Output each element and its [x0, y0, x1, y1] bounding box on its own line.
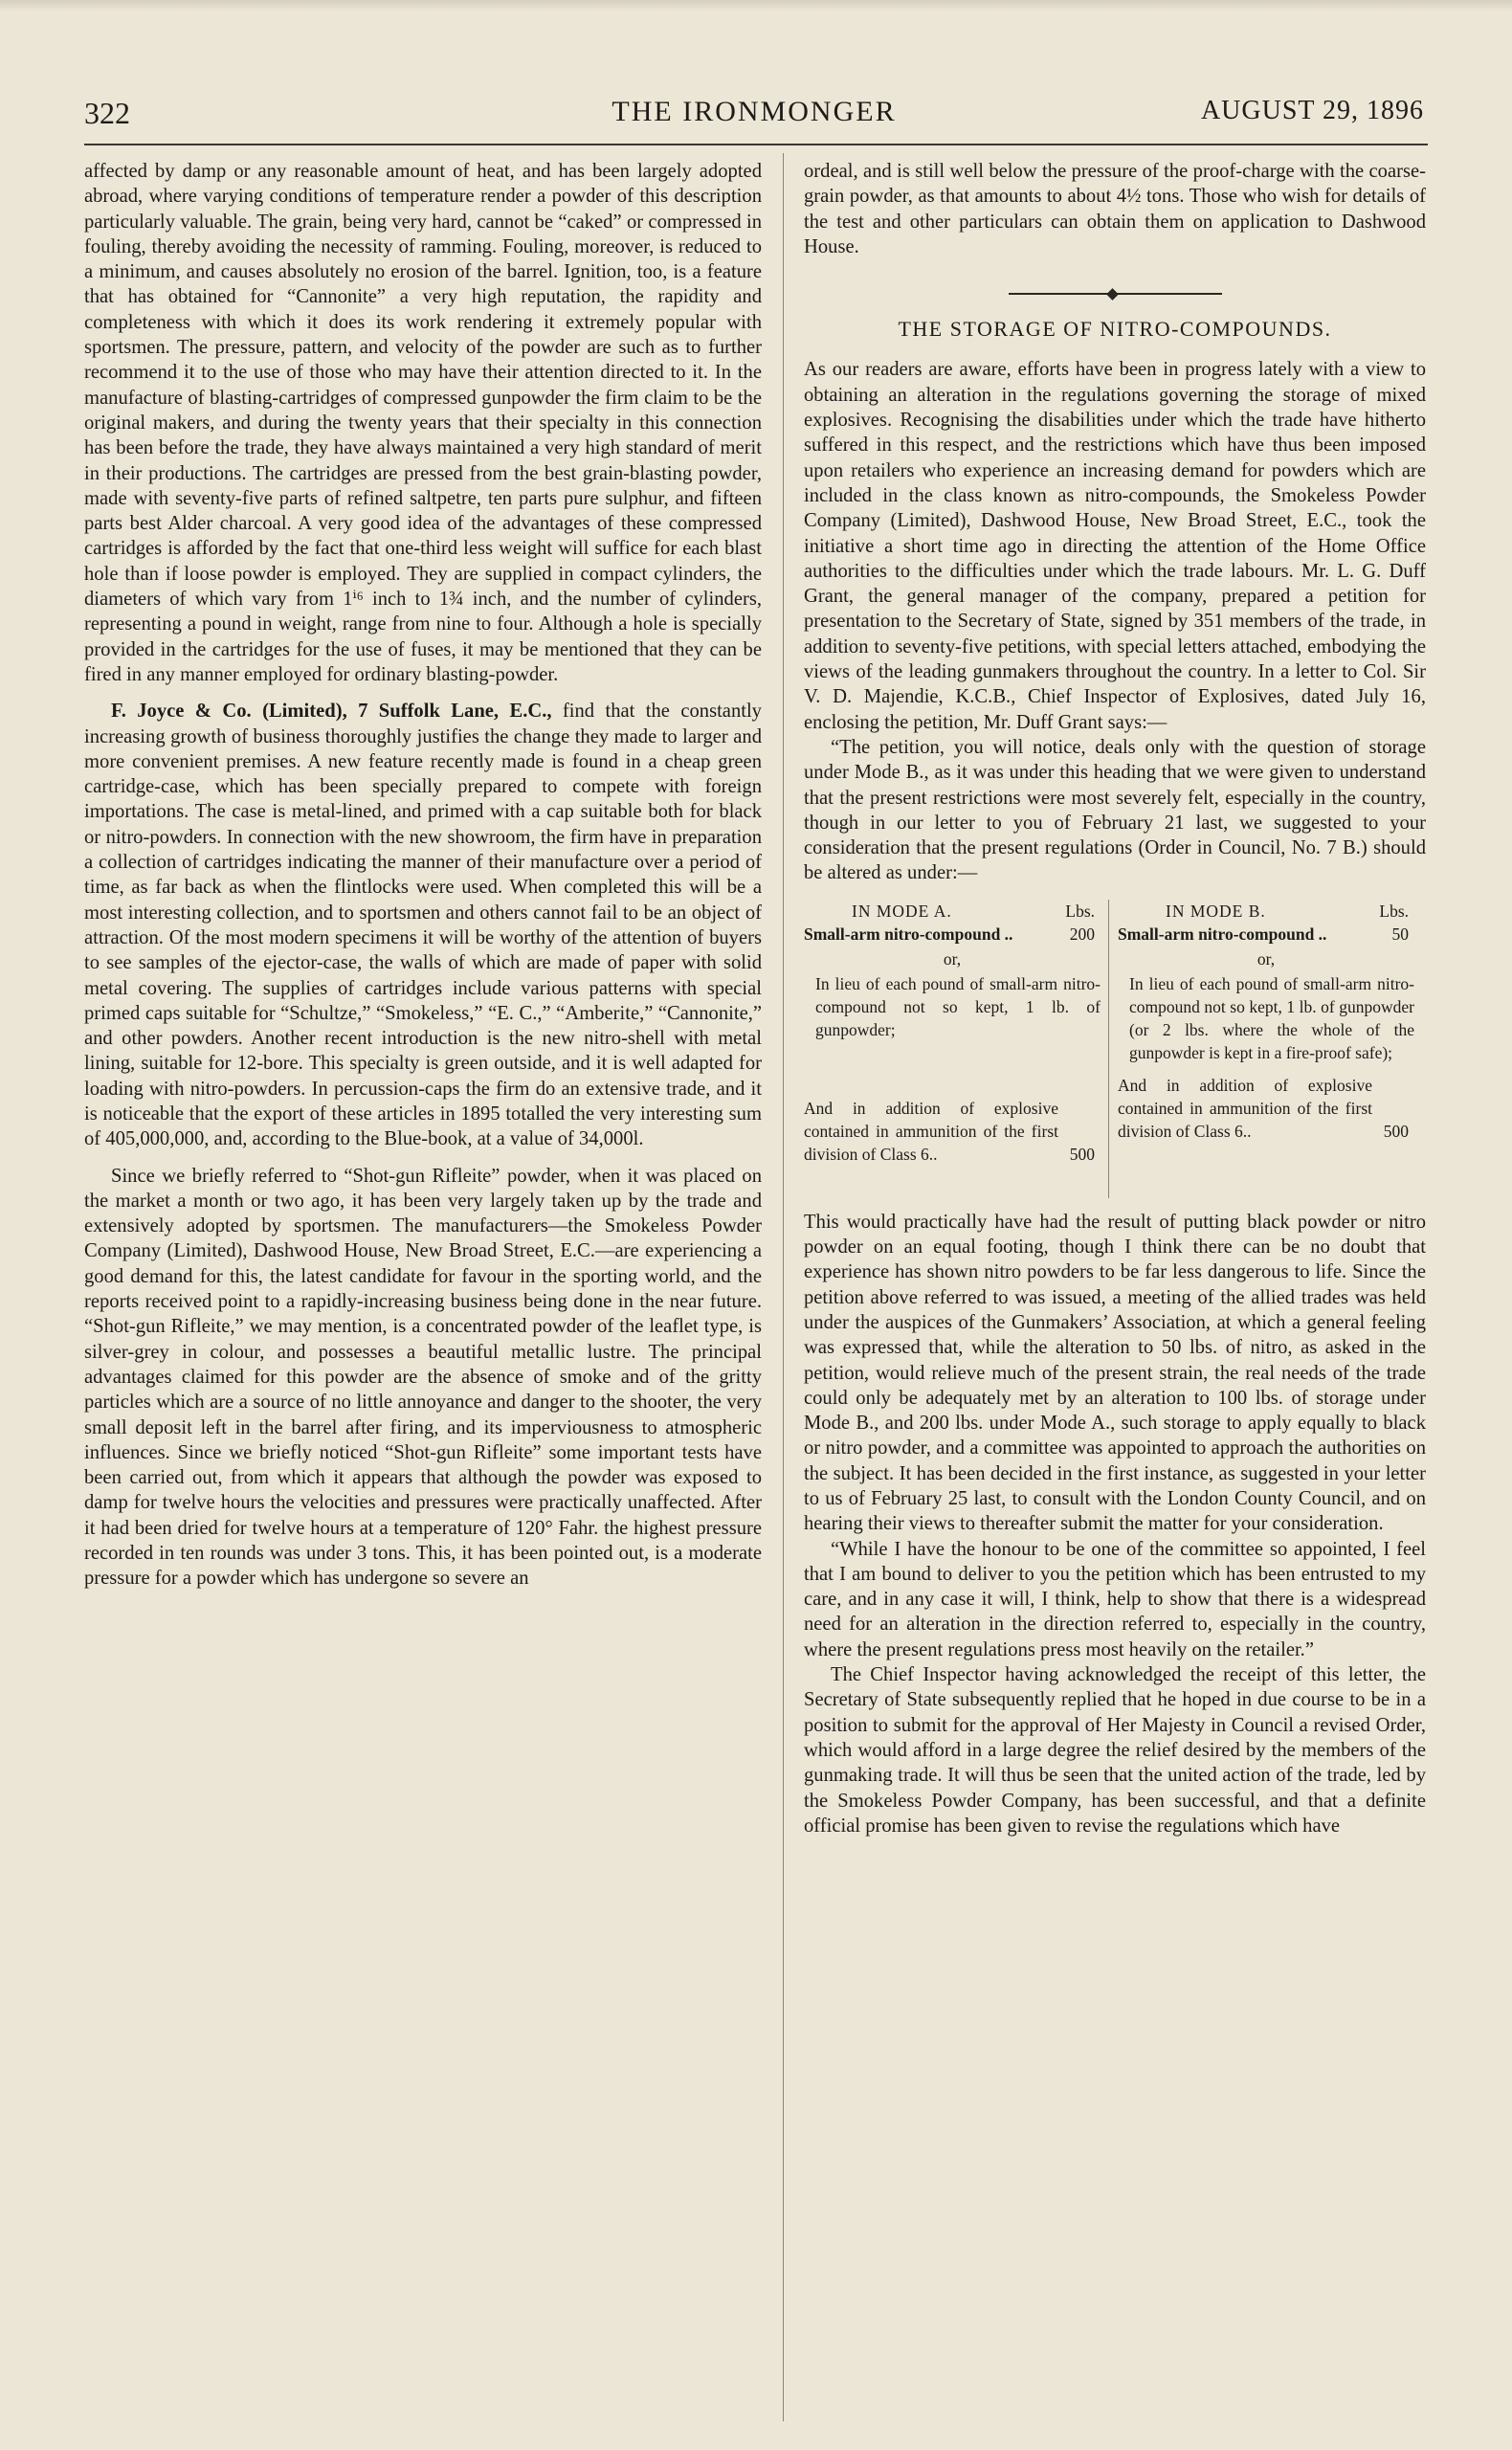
joyce-lead: F. Joyce & Co. (Limited), 7 Suffolk Lane, E.C., [111, 701, 552, 723]
article-title: THE STORAGE OF NITRO-COMPOUNDS. [898, 317, 1332, 342]
paragraph-equal-footing: This would practically have had the result of putting black powder or nitro powder on an equal footing, though I think there can be no doubt that experience has shown nitro powders to be far less dangerous to life. Since the petition above referred to was issued, a meeting of the allied trades was held under the auspices of the Gunmakers’ Association, at which a general feeling was expressed that, while the alteration to 50 lbs. of nitro, as asked in the petition, would relieve much of the present strain, the real needs of the trade could only be adequately met by an alteration to 100 lbs. of storage under Mode B., and 200 lbs. under Mode A., such storage to apply equally to black or nitro powder, and a committee was appointed to approach the authorities on the subject. It has been decided in the first instance, as suggested in your letter to us of February 25 last, to consult with the London County Council, and on hearing their views to thereafter submit the matter for your consideration. [804, 1211, 1426, 1535]
column-divider [783, 153, 784, 2421]
paragraph-petition-letter: “The petition, you will notice, deals only with the question of storage under Mode B., as it was under this heading that we were given to understand that the present restrictions were most severely felt, especially in the country, though in our letter to you of February 21 last, we suggested to your consideration that the present regulations (Order in Council, No. 7 B.) should be altered as under:— [804, 736, 1426, 884]
article-separator [804, 280, 1426, 300]
page-top-edge [0, 0, 1512, 11]
right-column [804, 159, 1426, 1838]
mode-a-addition-label: And in addition of explosive contained in ammunition of the first division of Class 6.. [804, 1098, 1058, 1164]
mode-b-addition [1118, 1074, 1414, 1143]
mode-a-addition-amount: 500 [1069, 1144, 1095, 1164]
mode-b-in-lieu: In lieu of each pound of small-arm nitro-compound not so kept, 1 lb. of gunpowder (or 2 lbs. where the whole of the gunpowder is kept in a fire-proof safe); [1129, 973, 1414, 1062]
schedule-divider [1108, 900, 1109, 1198]
joyce-body: find that the constantly increasing growth of business thoroughly justifies the change they made to larger and more convenient premises. A new feature recently made is found in a cheap green cartridge-case, which has been specially prepared to compete with foreign importations. The case is metal-lined, and primed with a cap suitable both for black or nitro-powders. In connection with the new showroom, the firm have in preparation a collection of cartridges indicating the manner of their manufacture over a period of time, as far back as when the flintlocks were used. When completed this will be a most interesting collection, and to sportsmen and others cannot fail to be an object of attraction. Of the most modern specimens it will be worthy of the attention of buyers to see samples of the ejector-case, the walls of which are made of paper with solid metal covering. The supplies of cartridges include various patterns with special primed caps suitable for “Schultze,” “Smokeless,” “E. C.,” “Amberite,” “Cannonite,” and other powders. Another recent introduction is the new nitro-shell with metal lining, suitable for 12-bore. This specialty is green outside, and it is well adapted for loading with nitro-powders. In percussion-caps the firm do an extensive trade, and it is noticeable that the export of these articles in 1895 totalled the very interesting sum of 405,000,000, and, according to the Blue-book, at a value of 34,000l. [84, 701, 762, 1150]
left-column [84, 159, 762, 1592]
mode-a-item1-label: Small-arm nitro-compound .. [804, 924, 1013, 944]
paragraph-cannonite: affected by damp or any reasonable amount of heat, and has been largely adopted abroad, where varying conditions of temperature render a powder of this description particularly valuable. The grain, being very hard, cannot be “caked” or compressed in fouling, thereby avoiding the necessity of ramming. Fouling, moreover, is reduced to a minimum, and causes absolutely no erosion of the barrel. Ignition, too, is a feature that has obtained for “Cannonite” a very high reputation, the rapidity and completeness with which it does its work rendering it extremely popular with sportsmen. The pressure, pattern, and velocity of the powder are such as to further recommend it to the use of those who may have their attention directed to it. In the manufacture of blasting-cartridges of compressed gunpowder the firm claim to be the original makers, and during the twenty years that their specialty in this connection has been before the trade, they have always maintained a very high standard of merit in their productions. The cartridges are pressed from the best grain-blasting powder, made with seventy-five parts of refined saltpetre, ten parts pure sulphur, and fifteen parts best Alder charcoal. A very good idea of the advantages of these compressed cartridges is afforded by the fact that one-third less weight will suffice for each blast hole than if loose powder is employed. They are supplied in compact cylinders, the diameters of which vary from 1ⁱ⁶ inch to 1¾ inch, and the number of cylinders, representing a pound in weight, range from nine to four. Although a hole is specially provided in the cartridges for the use of fuses, it may be mentioned that they can be fired in any manner employed for ordinary blasting-powder. [84, 161, 762, 685]
paragraph-rifleite: Since we briefly referred to “Shot-gun Rifleite” powder, when it was placed on the market a month or two ago, it has been very largely taken up by the trade and extensively adopted by sportsmen. The manufacturers—the Smokeless Powder Company (Limited), Dashwood House, New Broad Street, E.C.—are experiencing a good demand for this, the latest candidate for favour in the sporting world, and the reports received point to a rapidly-increasing business being done in the near future. “Shot-gun Rifleite,” we may mention, is a concentrated powder of the leaflet type, is silver-grey in colour, and possesses a beautiful metallic lustre. The principal advantages claimed for this powder are the absence of smoke and of the gritty particles which are a source of no little annoyance and danger to the shooter, the very small deposit left in the barrel after firing, and its imperviousness to atmospheric influences. Since we briefly noticed “Shot-gun Rifleite” some important tests have been carried out, from which it appears that although the powder was exposed to damp for twelve hours the velocities and pressures were practically unaffected. After it had been dried for twelve hours at a temperature of 120° Fahr. the highest pressure recorded in ten rounds was under 3 tons. This, it has been pointed out, is a moderate pressure for a powder which has undergone so severe an [84, 1165, 762, 1590]
storage-schedule-table [804, 900, 1426, 1200]
separator-line-left [1009, 293, 1114, 295]
mode-b-unit: Lbs. [1379, 901, 1409, 921]
mode-b-heading: IN MODE B. [1166, 901, 1266, 921]
mode-b-item1-label: Small-arm nitro-compound .. [1118, 924, 1327, 944]
paragraph-storage-intro: As our readers are aware, efforts have been in progress lately with a view to obtaining an alteration in the regulations governing the storage of mixed explosives. Recognising the disabilities under which the trade have hitherto suffered in this respect, and the restrictions which have thus been imposed upon retailers who experience an increasing demand for powders which are included in the class known as nitro-compounds, the Smokeless Powder Company (Limited), Dashwood House, New Broad Street, E.C., took the initiative a short time ago in directing the attention of the Home Office authorities to the difficulties under which the trade labours. Mr. L. G. Duff Grant, the general manager of the company, prepared a petition for presentation to the Secretary of State, signed by 351 members of the trade, in addition to seventy-five petitions, with special letters attached, embodying the views of the leading gunmakers throughout the country. In a letter to Col. Sir V. D. Majendie, K.C.B., Chief Inspector of Explosives, dated July 16, enclosing the petition, Mr. Duff Grant says:— [804, 359, 1426, 733]
mode-a-unit: Lbs. [1065, 901, 1095, 921]
schedule-mode-b [1118, 900, 1414, 1143]
mode-a-addition [804, 1097, 1101, 1166]
issue-date: AUGUST 29, 1896 [1200, 96, 1424, 125]
mode-b-or: or, [1256, 948, 1276, 969]
paragraph-joyce [84, 699, 762, 1151]
paragraph-chief-inspector: The Chief Inspector having acknowledged the receipt of this letter, the Secretary of State subsequently replied that he hoped in due course to be in a position to submit for the approval of Her Majesty in Council a revised Order, which would afford in a large degree the relief desired by the members of the gunmaking trade. It will thus be seen that the united action of the trade, led by the Smokeless Powder Company, has been successful, and that a definite official promise has been given to revise the regulations which have [804, 1664, 1426, 1837]
mode-a-header [804, 900, 1101, 923]
masthead-title: THE IRONMONGER [611, 96, 897, 127]
header-rule [84, 144, 1428, 145]
paragraph-committee: “While I have the honour to be one of the committee so appointed, I feel that I am bound to deliver to you the petition which has been entrusted to my care, and in any case it will, I think, help to show that there is a widespread need for an alteration in the direction referred to, especially in the country, where the present regulations press most heavily on the retailer.” [804, 1538, 1426, 1660]
mode-b-header [1118, 900, 1414, 923]
separator-line-right [1117, 293, 1222, 295]
page-header [84, 96, 1424, 145]
mode-a-item1 [804, 923, 1101, 946]
mode-a-heading: IN MODE A. [852, 901, 952, 921]
page-number: 322 [84, 96, 130, 130]
schedule-mode-a [804, 900, 1101, 1166]
mode-b-item1 [1118, 923, 1414, 946]
diamond-icon [1106, 288, 1119, 301]
mode-b-item1-amount: 50 [1391, 924, 1409, 944]
mode-b-addition-label: And in addition of explosive contained in ammunition of the first division of Class 6.. [1118, 1075, 1372, 1141]
mode-a-item1-amount: 200 [1069, 924, 1095, 944]
mode-b-addition-amount: 500 [1383, 1121, 1409, 1141]
mode-a-in-lieu: In lieu of each pound of small-arm nitro-compound not so kept, 1 lb. of gunpowder; [815, 973, 1101, 1039]
mode-a-or: or, [943, 948, 962, 969]
paragraph-ordeal: ordeal, and is still well below the pressure of the proof-charge with the coarse-grain powder, as that amounts to about 4½ tons. Those who wish for details of the test and other particulars can obtain them on application to Dashwood House. [804, 161, 1426, 257]
